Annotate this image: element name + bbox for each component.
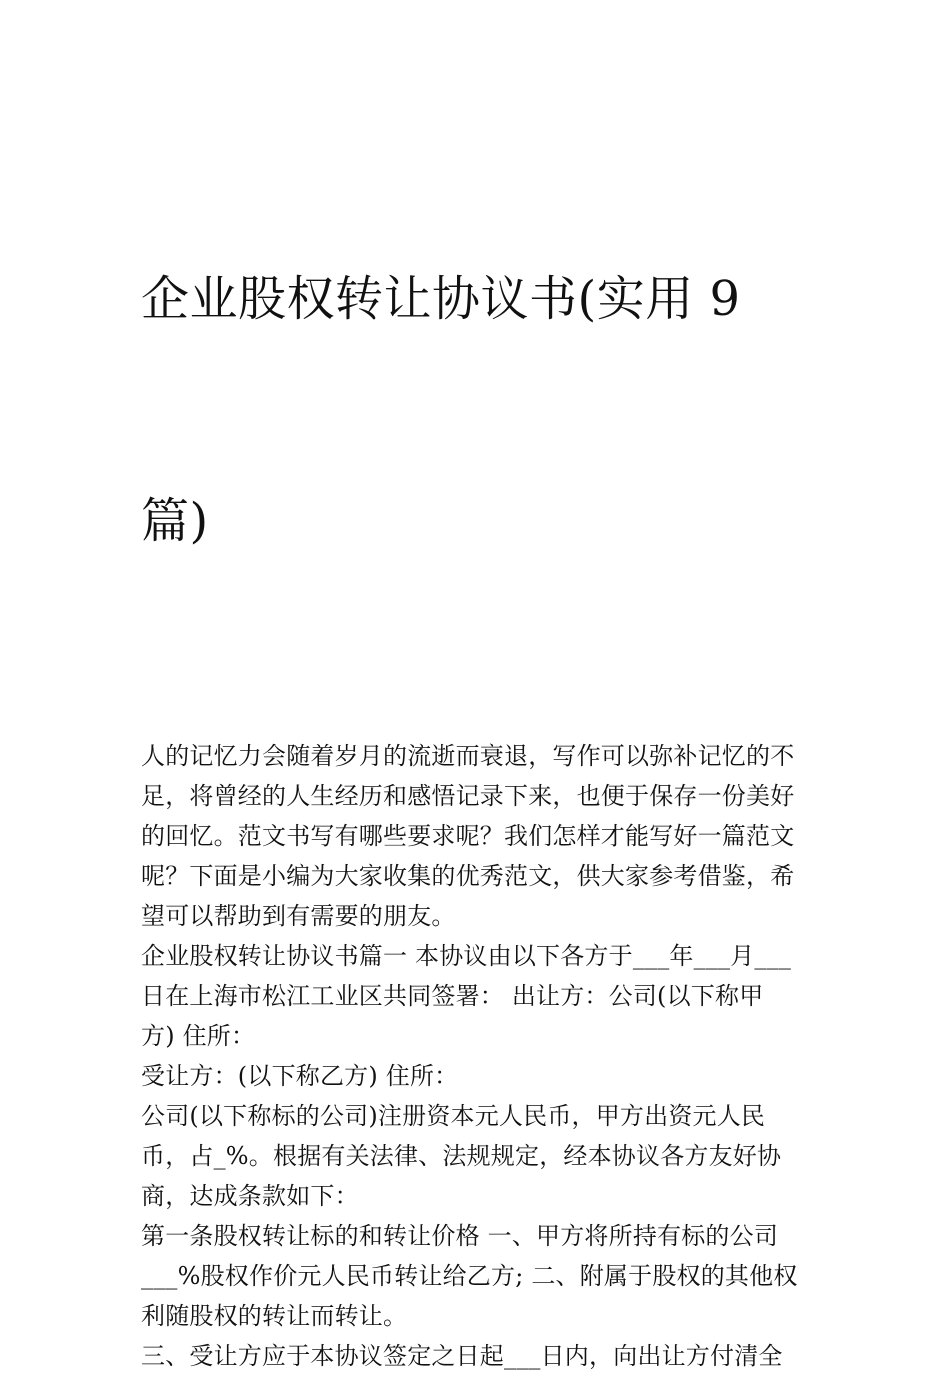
paragraph-line: 方) 住所： bbox=[141, 1022, 256, 1050]
paragraph-line: 望可以帮助到有需要的朋友。 bbox=[141, 902, 456, 930]
article-one-paragraph bbox=[141, 1216, 811, 1336]
paragraph-line: 足，将曾经的人生经历和感悟记录下来，也便于保存一份美好 bbox=[141, 782, 795, 810]
company-capital-paragraph bbox=[141, 1096, 811, 1216]
paragraph-line: ___%股权作价元人民币转让给乙方; 二、附属于股权的其他权 bbox=[141, 1262, 798, 1290]
agreement-parties-paragraph bbox=[141, 936, 811, 1056]
paragraph-line: 的回忆。范文书写有哪些要求呢？我们怎样才能写好一篇范文 bbox=[141, 822, 795, 850]
paragraph-line: 商，达成条款如下： bbox=[141, 1182, 359, 1210]
paragraph-line: 利随股权的转让而转让。 bbox=[141, 1302, 408, 1330]
paragraph-line: 呢？下面是小编为大家收集的优秀范文，供大家参考借鉴，希 bbox=[141, 862, 795, 890]
paragraph-line: 三、受让方应于本协议签定之日起___日内，向出让方付清全 bbox=[141, 1342, 783, 1370]
document-title bbox=[141, 114, 811, 706]
paragraph-line: 第一条股权转让标的和转让价格 一、甲方将所持有标的公司 bbox=[141, 1222, 779, 1250]
paragraph-line: 公司(以下称标的公司)注册资本元人民币，甲方出资元人民 bbox=[141, 1102, 766, 1130]
paragraph-line: 受让方：(以下称乙方) 住所： bbox=[141, 1062, 459, 1090]
transferee-paragraph bbox=[141, 1056, 811, 1096]
paragraph-line: 企业股权转让协议书篇一 本协议由以下各方于___年___月___ bbox=[141, 942, 792, 970]
document-body bbox=[141, 736, 811, 1376]
document-title-line-1: 企业股权转让协议书(实用 9 bbox=[141, 271, 741, 327]
paragraph-line: 币，占_%。根据有关法律、法规规定，经本协议各方友好协 bbox=[141, 1142, 782, 1170]
paragraph-line: 日在上海市松江工业区共同签署： 出让方：公司(以下称甲 bbox=[141, 982, 764, 1010]
article-three-paragraph bbox=[141, 1336, 811, 1376]
document-content bbox=[141, 114, 811, 1376]
intro-paragraph bbox=[141, 736, 811, 936]
paragraph-line: 人的记忆力会随着岁月的流逝而衰退，写作可以弥补记忆的不 bbox=[141, 742, 795, 770]
document-title-line-2: 篇) bbox=[141, 493, 209, 549]
